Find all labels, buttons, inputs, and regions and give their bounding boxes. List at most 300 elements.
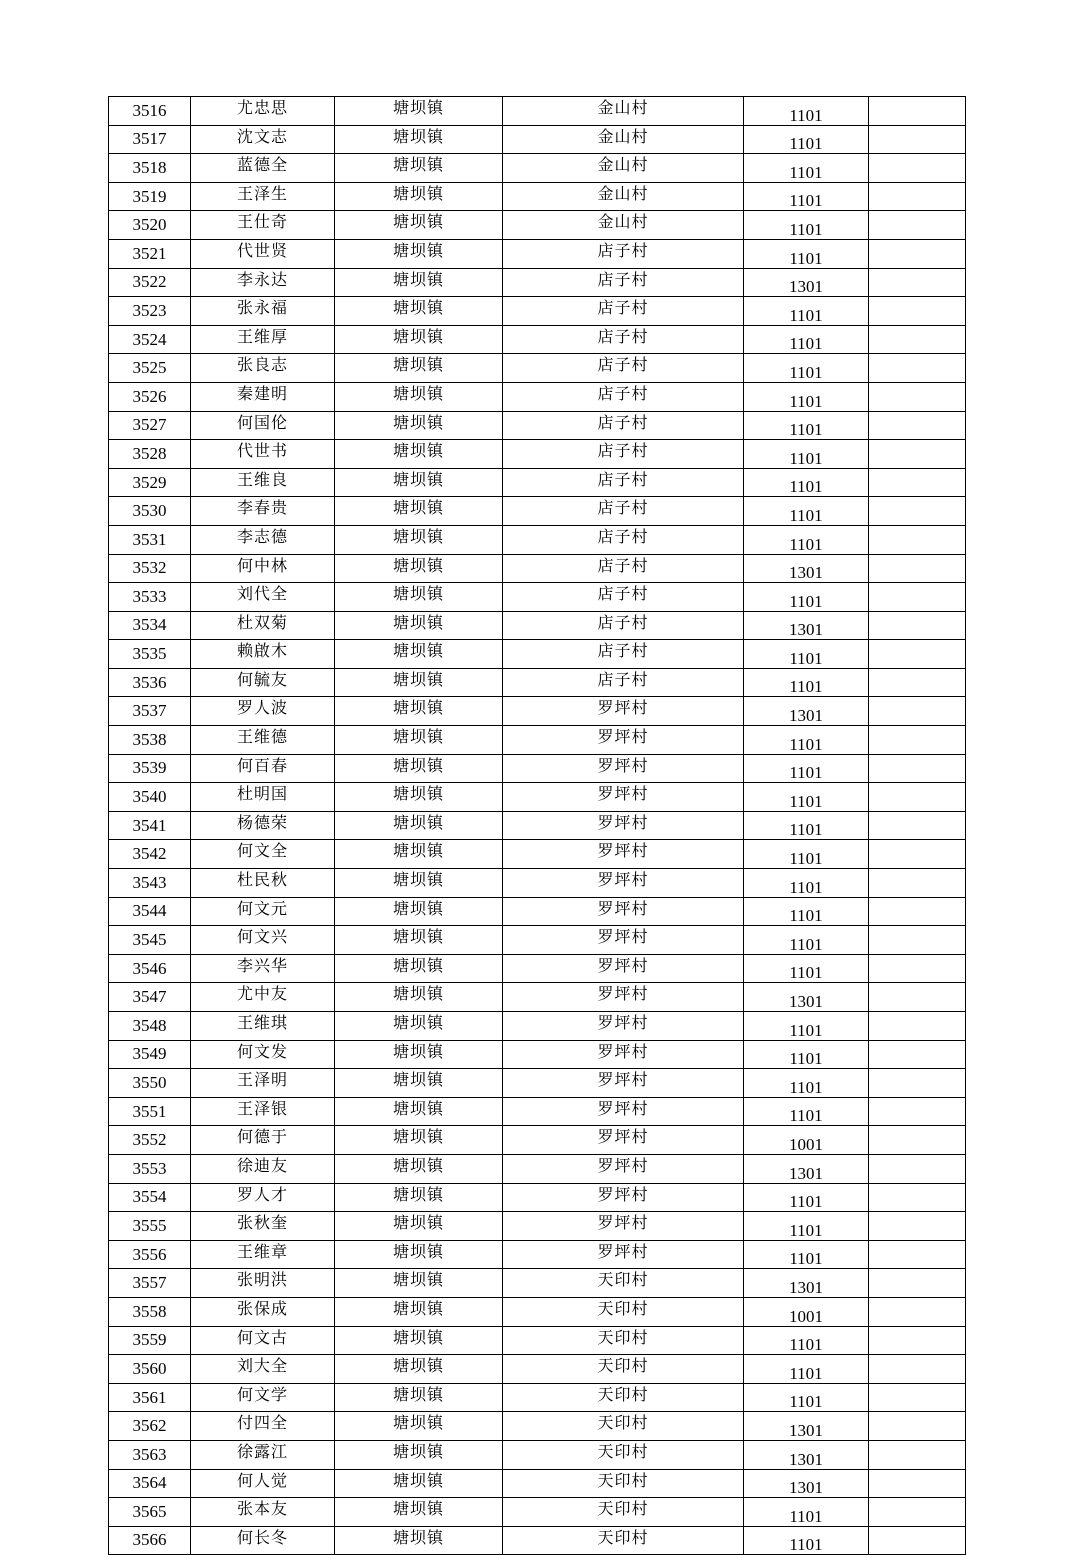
note-cell — [869, 897, 966, 926]
note-cell — [869, 926, 966, 955]
code-cell: 1101 — [744, 1526, 869, 1555]
town-cell: 塘坝镇 — [335, 926, 503, 955]
town-cell: 塘坝镇 — [335, 1097, 503, 1126]
table-row — [109, 97, 966, 126]
row-number-cell: 3562 — [109, 1412, 191, 1441]
town-cell: 塘坝镇 — [335, 640, 503, 669]
row-number-cell: 3563 — [109, 1440, 191, 1469]
name-cell: 尤忠思 — [191, 97, 335, 126]
code-cell: 1301 — [744, 1469, 869, 1498]
name-cell: 张保成 — [191, 1297, 335, 1326]
note-cell — [869, 1469, 966, 1498]
town-cell: 塘坝镇 — [335, 783, 503, 812]
village-cell: 店子村 — [503, 297, 744, 326]
village-cell: 天印村 — [503, 1297, 744, 1326]
village-cell: 店子村 — [503, 583, 744, 612]
code-cell: 1101 — [744, 182, 869, 211]
code-cell: 1101 — [744, 440, 869, 469]
village-cell: 罗坪村 — [503, 1012, 744, 1041]
town-cell: 塘坝镇 — [335, 325, 503, 354]
name-cell: 张良志 — [191, 354, 335, 383]
note-cell — [869, 297, 966, 326]
town-cell: 塘坝镇 — [335, 297, 503, 326]
town-cell: 塘坝镇 — [335, 811, 503, 840]
town-cell: 塘坝镇 — [335, 668, 503, 697]
row-number-cell: 3530 — [109, 497, 191, 526]
name-cell: 何中林 — [191, 554, 335, 583]
town-cell: 塘坝镇 — [335, 1212, 503, 1241]
note-cell — [869, 640, 966, 669]
row-number-cell: 3564 — [109, 1469, 191, 1498]
note-cell — [869, 726, 966, 755]
table-row — [109, 440, 966, 469]
name-cell: 刘代全 — [191, 583, 335, 612]
table-row — [109, 954, 966, 983]
village-cell: 店子村 — [503, 468, 744, 497]
note-cell — [869, 1440, 966, 1469]
code-cell: 1101 — [744, 869, 869, 898]
table-row — [109, 983, 966, 1012]
note-cell — [869, 125, 966, 154]
name-cell: 杜明国 — [191, 783, 335, 812]
row-number-cell: 3550 — [109, 1069, 191, 1098]
town-cell: 塘坝镇 — [335, 1355, 503, 1384]
row-number-cell: 3543 — [109, 869, 191, 898]
note-cell — [869, 440, 966, 469]
town-cell: 塘坝镇 — [335, 239, 503, 268]
table-row — [109, 1326, 966, 1355]
name-cell: 何百春 — [191, 754, 335, 783]
row-number-cell: 3566 — [109, 1526, 191, 1555]
name-cell: 何文全 — [191, 840, 335, 869]
table-row — [109, 1440, 966, 1469]
village-cell: 店子村 — [503, 497, 744, 526]
table-row — [109, 869, 966, 898]
village-cell: 天印村 — [503, 1355, 744, 1384]
town-cell: 塘坝镇 — [335, 1069, 503, 1098]
note-cell — [869, 211, 966, 240]
town-cell: 塘坝镇 — [335, 1126, 503, 1155]
town-cell: 塘坝镇 — [335, 154, 503, 183]
village-cell: 金山村 — [503, 125, 744, 154]
name-cell: 何人觉 — [191, 1469, 335, 1498]
village-cell: 店子村 — [503, 554, 744, 583]
table-row — [109, 1383, 966, 1412]
code-cell: 1101 — [744, 668, 869, 697]
village-cell: 罗坪村 — [503, 983, 744, 1012]
name-cell: 王泽银 — [191, 1097, 335, 1126]
name-cell: 李志德 — [191, 525, 335, 554]
village-cell: 天印村 — [503, 1440, 744, 1469]
code-cell: 1101 — [744, 411, 869, 440]
code-cell: 1301 — [744, 1269, 869, 1298]
note-cell — [869, 525, 966, 554]
town-cell: 塘坝镇 — [335, 726, 503, 755]
name-cell: 何德于 — [191, 1126, 335, 1155]
note-cell — [869, 1069, 966, 1098]
code-cell: 1101 — [744, 1012, 869, 1041]
note-cell — [869, 268, 966, 297]
table-row — [109, 1154, 966, 1183]
village-cell: 金山村 — [503, 97, 744, 126]
town-cell: 塘坝镇 — [335, 525, 503, 554]
record-table — [108, 96, 966, 1555]
code-cell: 1301 — [744, 697, 869, 726]
row-number-cell: 3548 — [109, 1012, 191, 1041]
name-cell: 秦建明 — [191, 382, 335, 411]
village-cell: 店子村 — [503, 325, 744, 354]
town-cell: 塘坝镇 — [335, 382, 503, 411]
table-row — [109, 325, 966, 354]
code-cell: 1101 — [744, 354, 869, 383]
village-cell: 天印村 — [503, 1469, 744, 1498]
name-cell: 何文发 — [191, 1040, 335, 1069]
village-cell: 罗坪村 — [503, 1183, 744, 1212]
name-cell: 张本友 — [191, 1498, 335, 1527]
town-cell: 塘坝镇 — [335, 125, 503, 154]
town-cell: 塘坝镇 — [335, 1297, 503, 1326]
name-cell: 王维琪 — [191, 1012, 335, 1041]
name-cell: 赖啟木 — [191, 640, 335, 669]
village-cell: 店子村 — [503, 268, 744, 297]
name-cell: 代世书 — [191, 440, 335, 469]
table-row — [109, 1469, 966, 1498]
table-row — [109, 583, 966, 612]
row-number-cell: 3555 — [109, 1212, 191, 1241]
village-cell: 天印村 — [503, 1526, 744, 1555]
note-cell — [869, 1183, 966, 1212]
table-row — [109, 726, 966, 755]
note-cell — [869, 783, 966, 812]
table-row — [109, 1412, 966, 1441]
code-cell: 1301 — [744, 268, 869, 297]
name-cell: 何文学 — [191, 1383, 335, 1412]
town-cell: 塘坝镇 — [335, 211, 503, 240]
code-cell: 1101 — [744, 325, 869, 354]
village-cell: 罗坪村 — [503, 1040, 744, 1069]
village-cell: 店子村 — [503, 611, 744, 640]
code-cell: 1101 — [744, 297, 869, 326]
town-cell: 塘坝镇 — [335, 411, 503, 440]
code-cell: 1001 — [744, 1126, 869, 1155]
record-table-body — [109, 97, 966, 1555]
row-number-cell: 3534 — [109, 611, 191, 640]
table-row — [109, 1212, 966, 1241]
code-cell: 1101 — [744, 1383, 869, 1412]
note-cell — [869, 1355, 966, 1384]
row-number-cell: 3526 — [109, 382, 191, 411]
table-row — [109, 239, 966, 268]
town-cell: 塘坝镇 — [335, 1383, 503, 1412]
name-cell: 王泽明 — [191, 1069, 335, 1098]
name-cell: 罗人波 — [191, 697, 335, 726]
row-number-cell: 3536 — [109, 668, 191, 697]
row-number-cell: 3525 — [109, 354, 191, 383]
row-number-cell: 3531 — [109, 525, 191, 554]
table-row — [109, 525, 966, 554]
code-cell: 1101 — [744, 382, 869, 411]
table-row — [109, 1526, 966, 1555]
name-cell: 王维良 — [191, 468, 335, 497]
note-cell — [869, 954, 966, 983]
note-cell — [869, 468, 966, 497]
village-cell: 店子村 — [503, 354, 744, 383]
row-number-cell: 3552 — [109, 1126, 191, 1155]
row-number-cell: 3527 — [109, 411, 191, 440]
note-cell — [869, 97, 966, 126]
town-cell: 塘坝镇 — [335, 1526, 503, 1555]
village-cell: 罗坪村 — [503, 726, 744, 755]
table-row — [109, 640, 966, 669]
table-row — [109, 468, 966, 497]
table-row — [109, 783, 966, 812]
row-number-cell: 3556 — [109, 1240, 191, 1269]
code-cell: 1101 — [744, 726, 869, 755]
village-cell: 店子村 — [503, 640, 744, 669]
table-row — [109, 811, 966, 840]
code-cell: 1101 — [744, 1212, 869, 1241]
name-cell: 罗人才 — [191, 1183, 335, 1212]
row-number-cell: 3559 — [109, 1326, 191, 1355]
town-cell: 塘坝镇 — [335, 354, 503, 383]
table-row — [109, 297, 966, 326]
code-cell: 1101 — [744, 754, 869, 783]
town-cell: 塘坝镇 — [335, 840, 503, 869]
row-number-cell: 3545 — [109, 926, 191, 955]
row-number-cell: 3558 — [109, 1297, 191, 1326]
note-cell — [869, 1383, 966, 1412]
note-cell — [869, 154, 966, 183]
table-row — [109, 211, 966, 240]
town-cell: 塘坝镇 — [335, 983, 503, 1012]
code-cell: 1101 — [744, 811, 869, 840]
village-cell: 店子村 — [503, 239, 744, 268]
table-row — [109, 611, 966, 640]
code-cell: 1101 — [744, 525, 869, 554]
note-cell — [869, 583, 966, 612]
note-cell — [869, 754, 966, 783]
code-cell: 1101 — [744, 1240, 869, 1269]
code-cell: 1301 — [744, 554, 869, 583]
name-cell: 何文元 — [191, 897, 335, 926]
code-cell: 1101 — [744, 1355, 869, 1384]
code-cell: 1101 — [744, 125, 869, 154]
name-cell: 何毓友 — [191, 668, 335, 697]
note-cell — [869, 325, 966, 354]
village-cell: 罗坪村 — [503, 697, 744, 726]
name-cell: 付四全 — [191, 1412, 335, 1441]
table-row — [109, 497, 966, 526]
town-cell: 塘坝镇 — [335, 954, 503, 983]
code-cell: 1301 — [744, 1440, 869, 1469]
row-number-cell: 3540 — [109, 783, 191, 812]
note-cell — [869, 697, 966, 726]
name-cell: 王维章 — [191, 1240, 335, 1269]
note-cell — [869, 983, 966, 1012]
note-cell — [869, 1040, 966, 1069]
row-number-cell: 3537 — [109, 697, 191, 726]
village-cell: 金山村 — [503, 154, 744, 183]
name-cell: 王维德 — [191, 726, 335, 755]
town-cell: 塘坝镇 — [335, 1326, 503, 1355]
note-cell — [869, 611, 966, 640]
note-cell — [869, 668, 966, 697]
village-cell: 罗坪村 — [503, 1126, 744, 1155]
code-cell: 1101 — [744, 497, 869, 526]
name-cell: 刘大全 — [191, 1355, 335, 1384]
note-cell — [869, 182, 966, 211]
row-number-cell: 3547 — [109, 983, 191, 1012]
village-cell: 店子村 — [503, 382, 744, 411]
town-cell: 塘坝镇 — [335, 440, 503, 469]
town-cell: 塘坝镇 — [335, 697, 503, 726]
note-cell — [869, 1326, 966, 1355]
table-row — [109, 1012, 966, 1041]
code-cell: 1101 — [744, 926, 869, 955]
code-cell: 1101 — [744, 97, 869, 126]
village-cell: 店子村 — [503, 525, 744, 554]
row-number-cell: 3532 — [109, 554, 191, 583]
town-cell: 塘坝镇 — [335, 497, 503, 526]
row-number-cell: 3523 — [109, 297, 191, 326]
table-row — [109, 668, 966, 697]
note-cell — [869, 1297, 966, 1326]
note-cell — [869, 1126, 966, 1155]
row-number-cell: 3533 — [109, 583, 191, 612]
name-cell: 王泽生 — [191, 182, 335, 211]
village-cell: 罗坪村 — [503, 954, 744, 983]
village-cell: 罗坪村 — [503, 783, 744, 812]
town-cell: 塘坝镇 — [335, 583, 503, 612]
name-cell: 尤中友 — [191, 983, 335, 1012]
village-cell: 天印村 — [503, 1498, 744, 1527]
name-cell: 李春贵 — [191, 497, 335, 526]
village-cell: 罗坪村 — [503, 811, 744, 840]
town-cell: 塘坝镇 — [335, 1498, 503, 1527]
town-cell: 塘坝镇 — [335, 1040, 503, 1069]
table-row — [109, 1269, 966, 1298]
table-row — [109, 411, 966, 440]
name-cell: 代世贤 — [191, 239, 335, 268]
code-cell: 1101 — [744, 1326, 869, 1355]
row-number-cell: 3553 — [109, 1154, 191, 1183]
name-cell: 杜双菊 — [191, 611, 335, 640]
row-number-cell: 3561 — [109, 1383, 191, 1412]
name-cell: 何文兴 — [191, 926, 335, 955]
code-cell: 1101 — [744, 1069, 869, 1098]
town-cell: 塘坝镇 — [335, 1469, 503, 1498]
code-cell: 1101 — [744, 640, 869, 669]
row-number-cell: 3524 — [109, 325, 191, 354]
village-cell: 罗坪村 — [503, 1097, 744, 1126]
code-cell: 1301 — [744, 611, 869, 640]
note-cell — [869, 382, 966, 411]
table-row — [109, 554, 966, 583]
note-cell — [869, 239, 966, 268]
note-cell — [869, 554, 966, 583]
name-cell: 张明洪 — [191, 1269, 335, 1298]
table-row — [109, 840, 966, 869]
table-row — [109, 697, 966, 726]
town-cell: 塘坝镇 — [335, 554, 503, 583]
town-cell: 塘坝镇 — [335, 1269, 503, 1298]
code-cell: 1101 — [744, 239, 869, 268]
village-cell: 罗坪村 — [503, 1069, 744, 1098]
name-cell: 何文古 — [191, 1326, 335, 1355]
table-row — [109, 897, 966, 926]
code-cell: 1301 — [744, 1154, 869, 1183]
code-cell: 1101 — [744, 783, 869, 812]
village-cell: 罗坪村 — [503, 1240, 744, 1269]
name-cell: 徐迪友 — [191, 1154, 335, 1183]
town-cell: 塘坝镇 — [335, 611, 503, 640]
town-cell: 塘坝镇 — [335, 754, 503, 783]
row-number-cell: 3554 — [109, 1183, 191, 1212]
row-number-cell: 3518 — [109, 154, 191, 183]
code-cell: 1301 — [744, 983, 869, 1012]
note-cell — [869, 1212, 966, 1241]
name-cell: 李兴华 — [191, 954, 335, 983]
row-number-cell: 3560 — [109, 1355, 191, 1384]
row-number-cell: 3535 — [109, 640, 191, 669]
row-number-cell: 3551 — [109, 1097, 191, 1126]
note-cell — [869, 497, 966, 526]
table-row — [109, 1240, 966, 1269]
note-cell — [869, 1097, 966, 1126]
table-row — [109, 1355, 966, 1384]
town-cell: 塘坝镇 — [335, 869, 503, 898]
note-cell — [869, 840, 966, 869]
table-row — [109, 268, 966, 297]
row-number-cell: 3516 — [109, 97, 191, 126]
village-cell: 店子村 — [503, 440, 744, 469]
village-cell: 金山村 — [503, 182, 744, 211]
village-cell: 罗坪村 — [503, 1212, 744, 1241]
town-cell: 塘坝镇 — [335, 268, 503, 297]
row-number-cell: 3529 — [109, 468, 191, 497]
name-cell: 王维厚 — [191, 325, 335, 354]
name-cell: 徐露江 — [191, 1440, 335, 1469]
name-cell: 张永福 — [191, 297, 335, 326]
note-cell — [869, 1526, 966, 1555]
row-number-cell: 3541 — [109, 811, 191, 840]
village-cell: 金山村 — [503, 211, 744, 240]
table-row — [109, 1498, 966, 1527]
row-number-cell: 3538 — [109, 726, 191, 755]
code-cell: 1101 — [744, 1498, 869, 1527]
note-cell — [869, 411, 966, 440]
town-cell: 塘坝镇 — [335, 1154, 503, 1183]
table-row — [109, 1069, 966, 1098]
code-cell: 1101 — [744, 154, 869, 183]
note-cell — [869, 1269, 966, 1298]
village-cell: 天印村 — [503, 1269, 744, 1298]
row-number-cell: 3521 — [109, 239, 191, 268]
name-cell: 何国伦 — [191, 411, 335, 440]
note-cell — [869, 1012, 966, 1041]
note-cell — [869, 811, 966, 840]
row-number-cell: 3539 — [109, 754, 191, 783]
code-cell: 1101 — [744, 840, 869, 869]
note-cell — [869, 1498, 966, 1527]
row-number-cell: 3549 — [109, 1040, 191, 1069]
name-cell: 王仕奇 — [191, 211, 335, 240]
village-cell: 罗坪村 — [503, 840, 744, 869]
village-cell: 天印村 — [503, 1383, 744, 1412]
town-cell: 塘坝镇 — [335, 897, 503, 926]
table-row — [109, 1297, 966, 1326]
row-number-cell: 3542 — [109, 840, 191, 869]
